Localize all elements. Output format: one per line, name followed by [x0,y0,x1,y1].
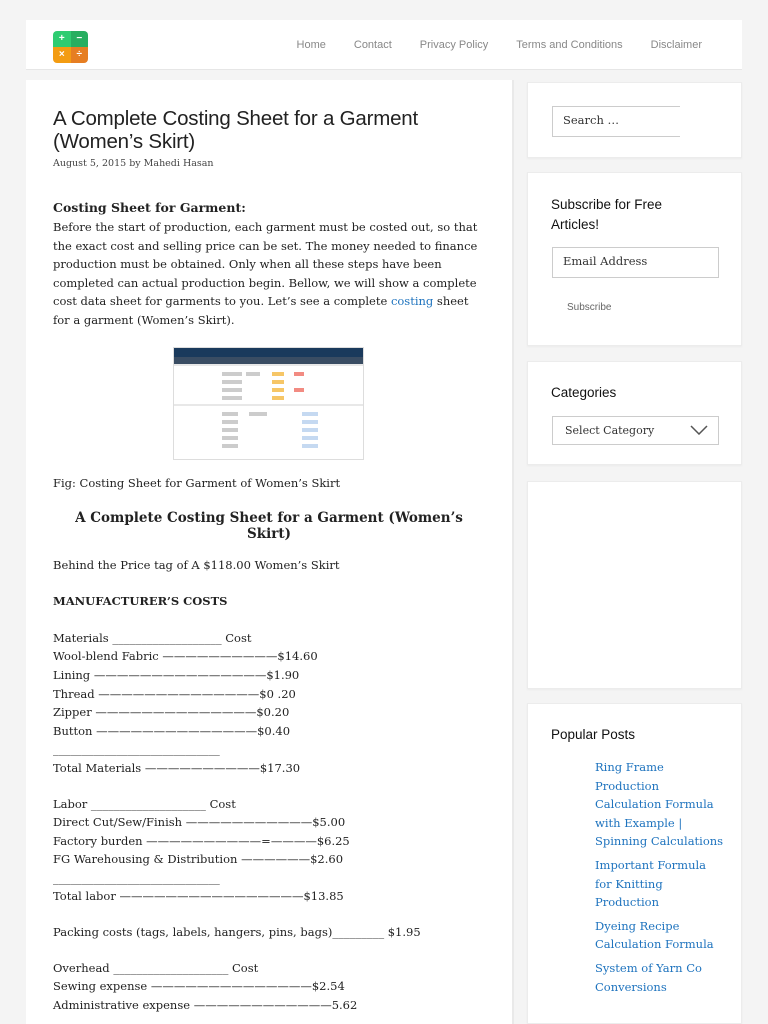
main-nav [269,39,702,51]
popular-posts-title: Popular Posts [551,727,636,742]
popular-post-link[interactable]: System of Yarn Co Conversions [595,960,702,994]
by-label: by [129,158,141,169]
materials-line: Wool-blend Fabric ——————————$14.60 [53,649,318,664]
article-meta [53,158,485,169]
figure-caption: Fig: Costing Sheet for Garment of Women’s Skirt [53,475,341,490]
popular-post-link[interactable]: Important Formula for Knitting Production [595,857,707,910]
intro-text: Before the start of production, each garment must be costed out, so that the exact cost and selling price can be set. The money needed to finance production must be obtained. Only when all these steps have been completed can actual production begin. Bellow, we will show a complete cost data sheet for garments to you. Let’s see a complete [53,220,478,309]
overhead-line: Overhead ____________________ Cost [53,960,259,975]
nav-home[interactable]: Home [296,39,326,51]
overhead-line: Sewing expense ——————————————$2.54 [53,979,345,994]
email-field[interactable]: Email Address [552,247,719,278]
overhead-line: Administrative expense ————————————5.62 [53,997,358,1012]
nav-disclaimer[interactable]: Disclaimer [650,39,702,51]
subscribe-title: Subscribe for Free Articles! [551,197,663,232]
image-panel-top [174,366,363,404]
packing-line: Packing costs (tags, labels, hangers, pins, bags)_________ $1.95 [53,925,421,940]
section-heading: Costing Sheet for Garment: [53,200,246,215]
divide-icon: ÷ [71,47,89,63]
chevron-down-icon [690,425,708,435]
site-logo-icon[interactable] [53,31,88,63]
article-title: A Complete Costing Sheet for a Garment (Women’s Skirt) [53,107,419,153]
search-input[interactable]: Search … [552,106,680,137]
category-selected-label: Select Category [565,424,655,437]
article [26,107,512,1014]
nav-contact[interactable]: Contact [353,39,392,51]
post-date-link[interactable]: August 5, 2015 [53,158,127,169]
ad-widget [527,481,742,689]
labor-line: Labor ____________________ Cost [53,796,236,811]
main-content [26,80,514,1024]
author-link[interactable]: Mahedi Hasan [143,158,214,169]
materials-line: Zipper ——————————————$0.20 [53,705,290,720]
popular-post-link[interactable]: Ring Frame Production Calculation Formula with Example | Spinning Calculations [595,760,724,849]
site-header [26,20,742,70]
labor-total: Total labor ————————————————$13.85 [53,889,344,904]
materials-block [53,629,485,778]
image-toolbar [174,348,363,357]
labor-line: Direct Cut/Sew/Finish ———————————$5.00 [53,815,346,830]
popular-post-link[interactable]: Dyeing Recipe Calculation Formula [595,918,714,952]
labor-divider: _____________________________ [53,870,220,885]
subscribe-button[interactable]: Subscribe [567,302,612,313]
popular-posts-widget [527,703,742,1024]
costing-sheet-image[interactable] [173,347,364,460]
materials-line: Lining ———————————————$1.90 [53,667,300,682]
image-panel-bottom [174,406,363,460]
minus-icon: − [71,31,89,47]
materials-line: Thread ——————————————$0 .20 [53,686,296,701]
materials-line: Button ——————————————$0.40 [53,723,291,738]
image-toolbar-secondary [174,357,363,364]
intro-paragraph [53,218,485,330]
plus-icon: + [53,31,71,47]
materials-total: Total Materials ——————————$17.30 [53,760,301,775]
materials-line: Materials ___________________ Cost [53,630,252,645]
article-subtitle: A Complete Costing Sheet for a Garment (Women’s Skirt) [75,509,463,542]
materials-divider: _____________________________ [53,742,220,757]
manufacturer-heading: MANUFACTURER’S COSTS [53,594,228,609]
nav-terms[interactable]: Terms and Conditions [516,39,623,51]
category-select[interactable] [552,416,719,445]
costing-link[interactable]: costing [390,294,434,309]
labor-block [53,795,485,907]
labor-line: FG Warehousing & Distribution ——————$2.60 [53,852,344,867]
categories-widget [527,361,742,465]
subscribe-widget [527,172,742,346]
price-tag-line: Behind the Price tag of A $118.00 Women’s Skirt [53,557,340,572]
categories-title: Categories [551,385,617,400]
popular-posts-list [595,758,725,1001]
overhead-block [53,959,485,1015]
multiply-icon: × [53,47,71,63]
search-widget [527,82,742,158]
labor-line: Factory burden ——————————=————$6.25 [53,833,350,848]
intro-text-end: sheet for a garment (Women’s Skirt). [53,294,469,327]
nav-privacy-policy[interactable]: Privacy Policy [419,39,489,51]
